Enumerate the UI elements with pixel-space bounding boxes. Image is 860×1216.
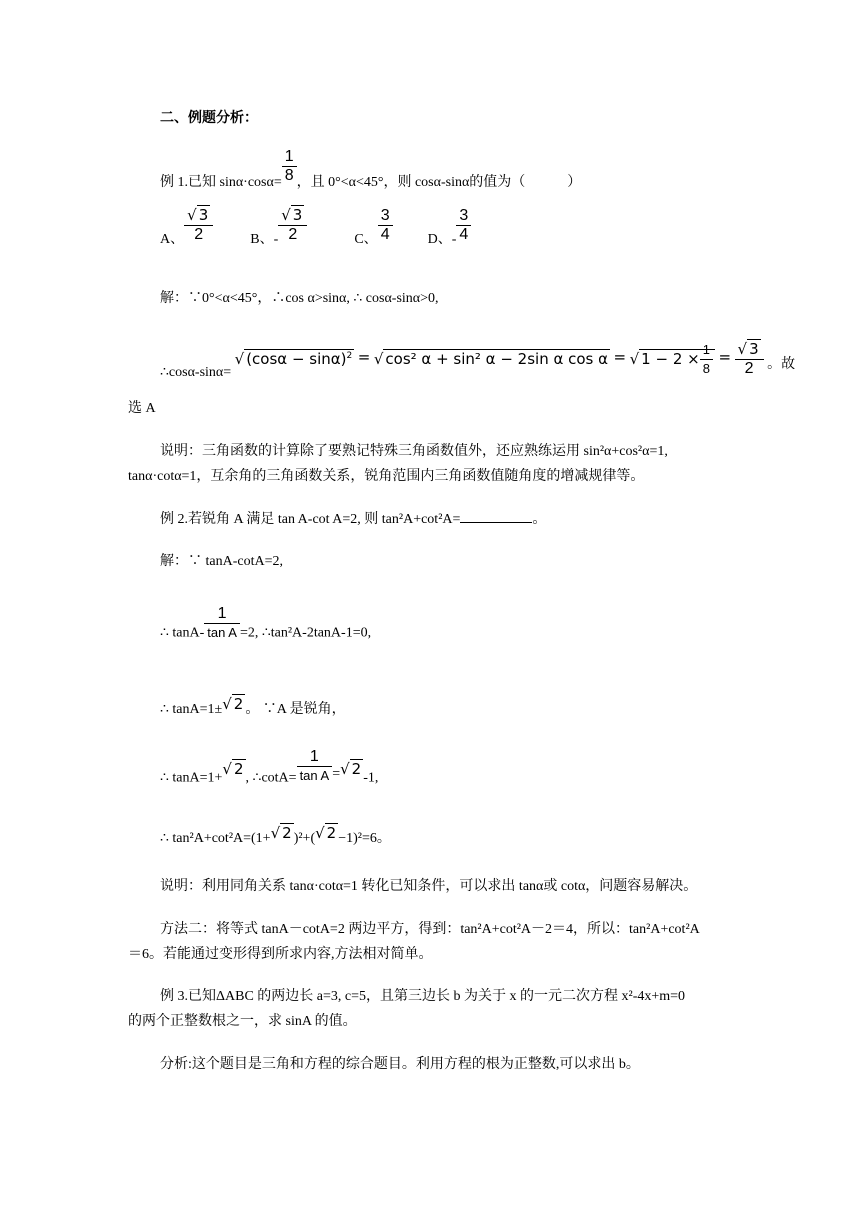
sqrt-2: √ 2: [270, 824, 292, 842]
ex2-question-post: 。: [532, 512, 547, 527]
option-a-value: $\frac{√ 3}{2}$: [184, 206, 213, 244]
ex1-options: [160, 206, 471, 249]
result-fraction: $\frac{√ 3}{2}$: [735, 340, 764, 378]
option-b-label: B、-: [250, 232, 279, 247]
ex3-line2: 的两个正整数根之一，求 sinA 的值。: [128, 1014, 357, 1029]
sqrt-2: √ 2: [222, 759, 244, 778]
option-d-value: $\frac{3}{4}$: [456, 207, 471, 244]
option-c-value: $\frac{3}{4}$: [378, 207, 393, 244]
ex1-fraction: [282, 148, 297, 185]
one-over-tanA: $\frac{1}{\text{tan A}}$: [297, 748, 333, 785]
ex2-solution-line5: ∴ tan²A+cot²A=(1+√ 2 )²+(√ 2 −1)²=6。: [160, 824, 391, 846]
ex2-note: 说明：利用同角关系 tanα·cotα=1 转化已知条件，可以求出 tanα或 cotα，问题容易解决。: [160, 879, 698, 894]
sqrt-symbol: √ 3: [281, 206, 303, 224]
fraction-denominator: 8: [284, 167, 294, 184]
example-2-question: [160, 510, 546, 529]
ex1-tail-2: 选 A: [128, 401, 156, 416]
radical-2: √ cos² α + sin² α − 2sin α cos α: [373, 350, 609, 368]
fraction-numerator: 1: [282, 148, 297, 167]
option-c-label: C、: [354, 232, 378, 247]
ex1-solution-line2: ∴cosα-sinα= √ $(\cos\alpha - \sin\alpha)^2$ = √ cos² α + sin² α − 2sin α cos α = √ 1 − 2 × $\frac{1}{8}$ = $\frac{√ 3}{2}$ 。故: [160, 340, 796, 381]
example-1-question: [160, 148, 581, 192]
ex2-solution-line4: ∴ tanA=1+√ 2, ∴cotA= $\frac{1}{\text{tan A}}$ =√ 2-1,: [160, 748, 379, 786]
ex1-note-line1: 说明：三角函数的计算除了要熟记特殊三角函数值外，还应熟练运用 sin²α+cos²α=1,: [160, 444, 668, 459]
ex2-solution-line2: ∴ tanA- $\frac{1}{\text{tan A}}$ =2, ∴tan²A-2tanA-1=0,: [160, 605, 372, 641]
ex3-analysis: 分析:这个题目是三角和方程的综合题目。利用方程的根为正整数,可以求出 b。: [160, 1057, 640, 1072]
option-a-label: A、: [160, 232, 185, 247]
sqrt-2: √ 2: [222, 695, 244, 713]
ex1-solution-line2-pre: ∴cosα-sinα=: [160, 365, 232, 381]
sqrt-2: √ 2: [315, 824, 337, 842]
option-b-value: $\frac{√ 3}{2}$: [278, 206, 307, 244]
ex1-solution-line1: 解：∵0°<α<45°，∴cos α>sinα, ∴ cosα-sinα>0,: [160, 291, 439, 306]
ex2-method2-line2: ＝6。若能通过变形得到所求内容,方法相对简单。: [128, 947, 433, 962]
ex2-solution-line1: 解：∵ tanA-cotA=2,: [160, 554, 283, 569]
ex2-question-pre: 例 2.若锐角 A 满足 tan A-cot A=2, 则 tan²A+cot²A=: [160, 512, 461, 527]
ex3-line1: 例 3.已知ΔABC 的两边长 a=3, c=5，且第三边长 b 为关于 x 的一元二次方程 x²-4x+m=0: [160, 989, 686, 1004]
radical-1: √ $(\cos\alpha - \sin\alpha)^2$: [234, 350, 353, 368]
one-over-tanA: $\frac{1}{\text{tan A}}$: [204, 605, 240, 642]
ex2-method2-line1: 方法二：将等式 tanA－cotA=2 两边平方，得到：tan²A+cot²A－2＝4，所以：tan²A+cot²A: [160, 922, 700, 937]
ex1-question-pre: 例 1.已知 sinα·cosα=: [160, 175, 282, 190]
ex1-question-post: ，且 0°<α<45°，则 cosα-sinα的值为（ ）: [296, 175, 582, 190]
option-d-label: D、-: [427, 232, 457, 247]
ex2-solution-line3: ∴ tanA=1±√ 2 。 ∵A 是锐角，: [160, 695, 346, 717]
answer-blank[interactable]: [460, 510, 532, 523]
sqrt-2: √ 2: [340, 759, 362, 778]
ex1-tail: 。故: [767, 357, 796, 373]
section-title: 二、例题分析：: [160, 111, 258, 126]
ex1-note-line2: tanα·cotα=1，互余角的三角函数关系，锐角范围内三角函数值随角度的增减规律等。: [128, 469, 645, 484]
radical-3: √ 1 − 2 × $\frac{1}{8}$: [630, 341, 715, 378]
sqrt-symbol: √ 3: [187, 206, 209, 224]
